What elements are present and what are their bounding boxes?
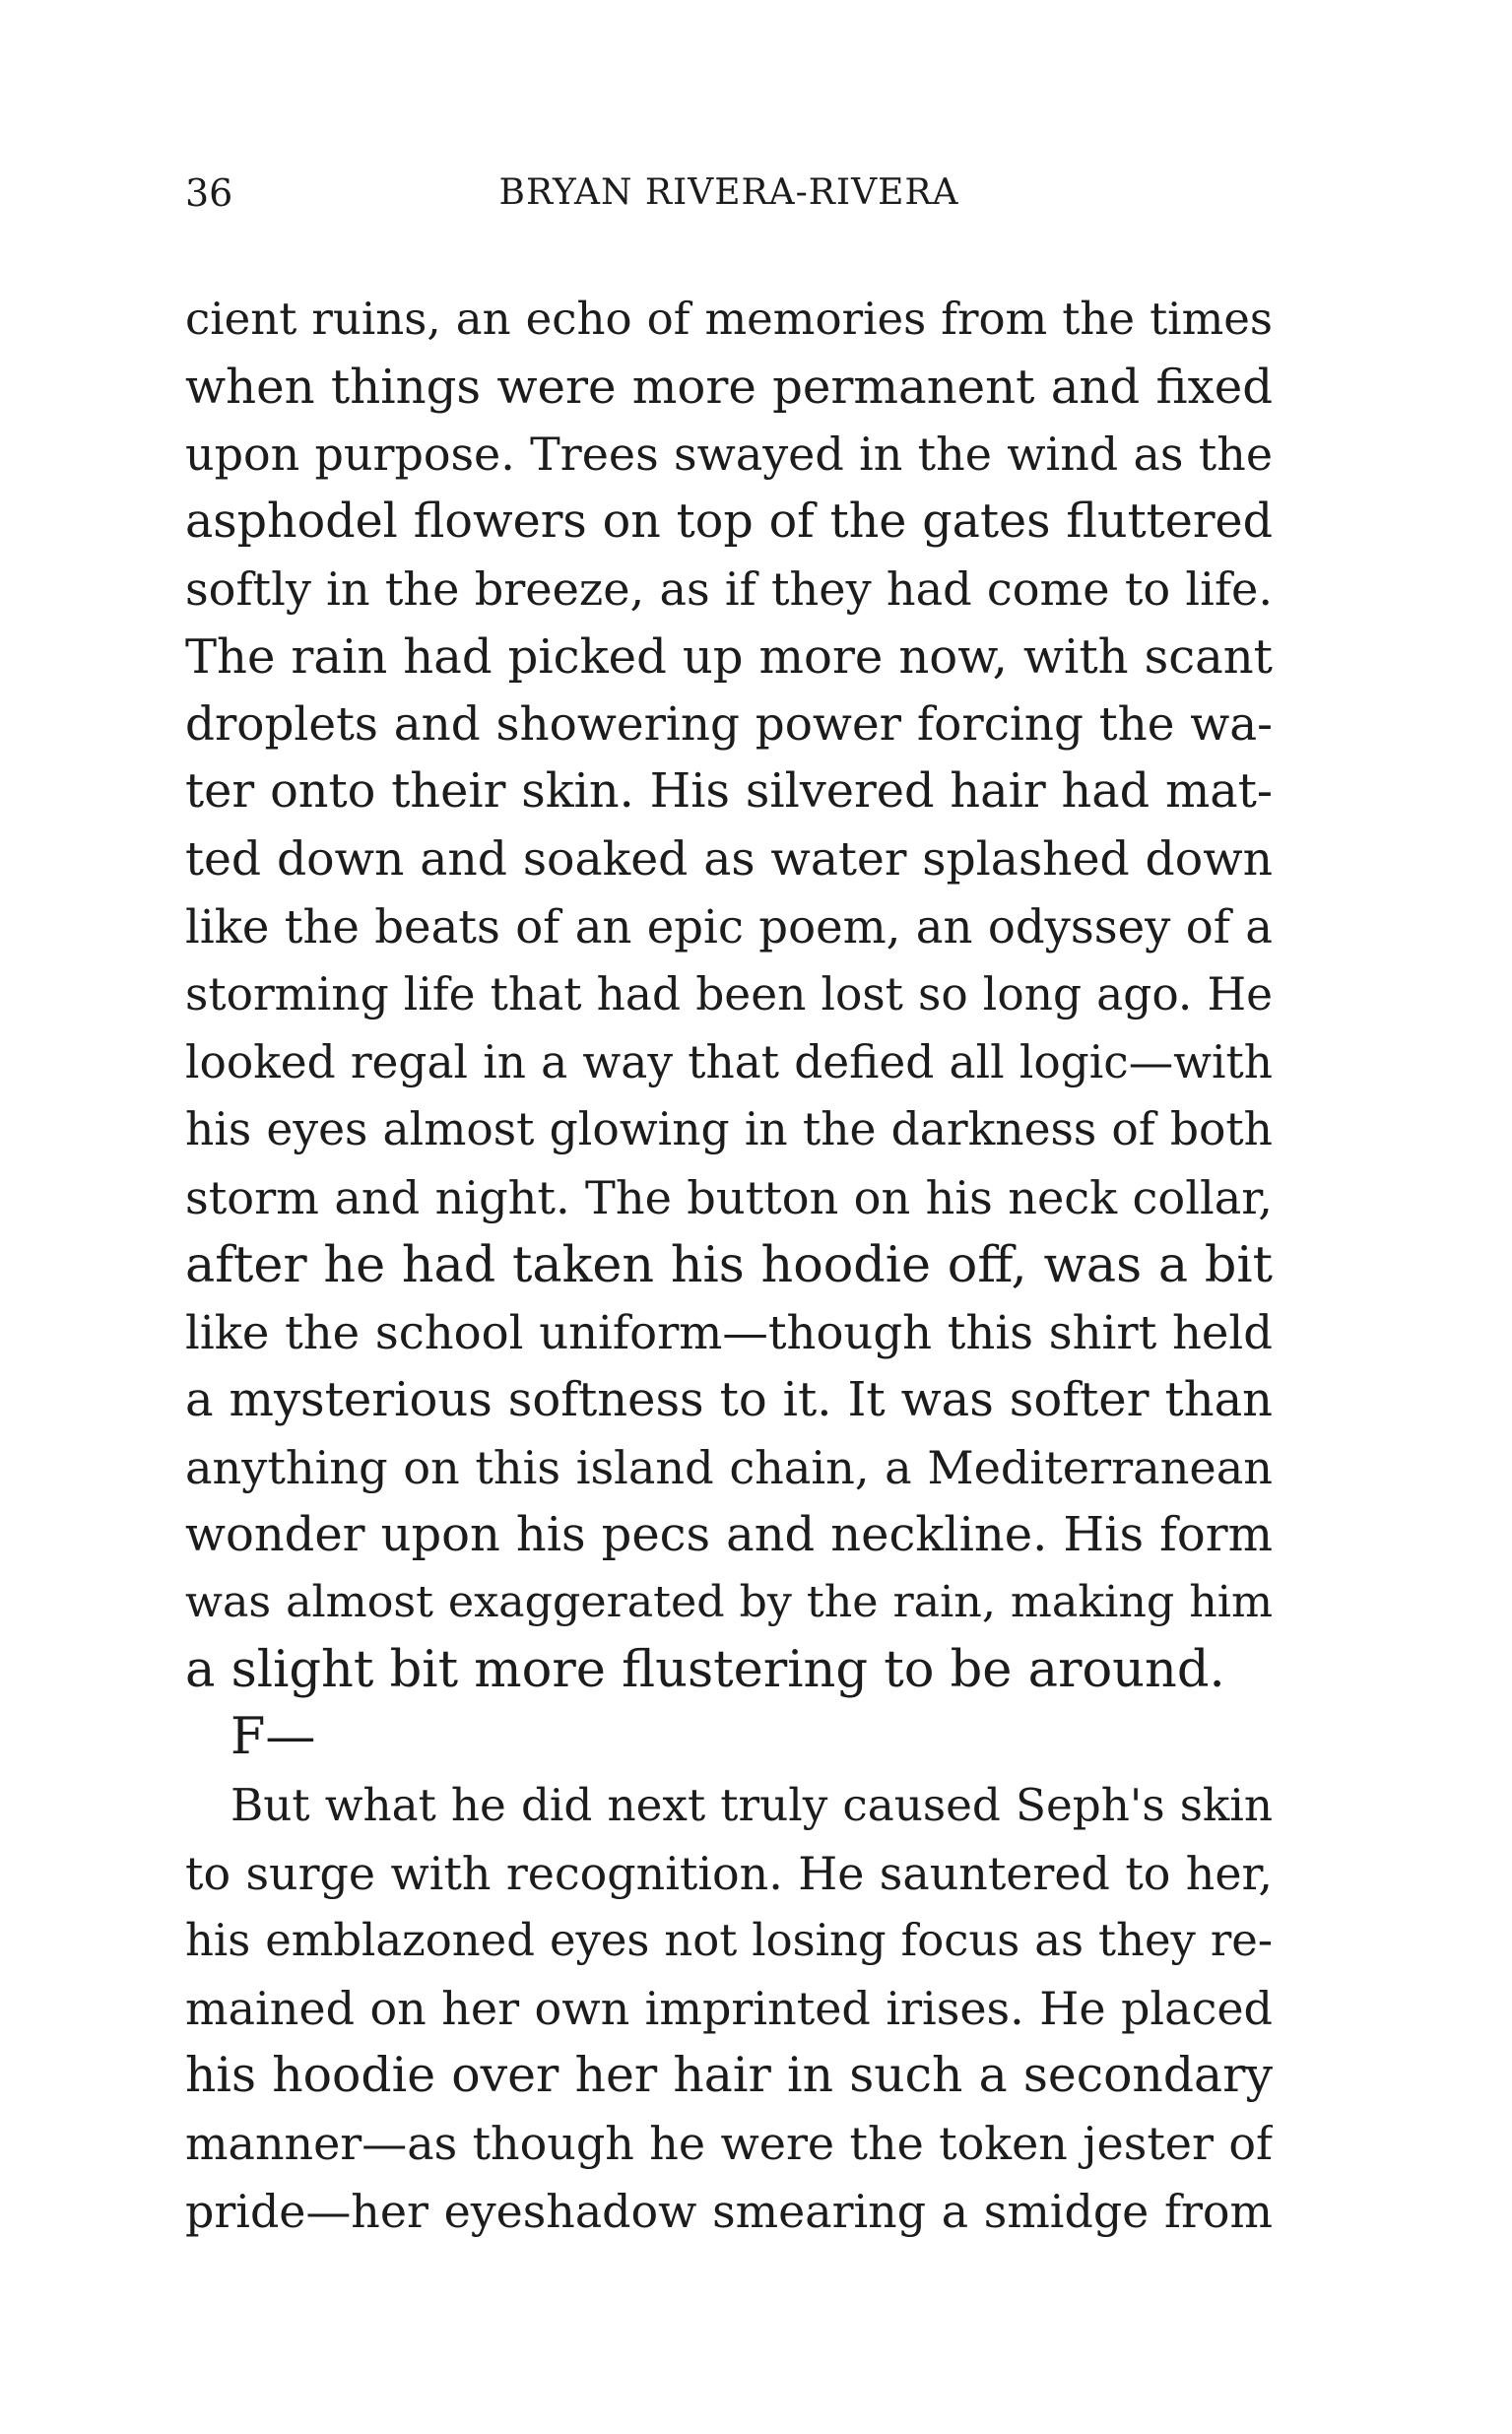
- text-line: like the school uniform—though this shirt held: [185, 1305, 1273, 1359]
- text-line: to surge with recognition. He sauntered to her,: [185, 1846, 1273, 1900]
- text-line: storm and night. The button on his neck collar,: [185, 1170, 1273, 1224]
- body-text: [185, 286, 1273, 2245]
- text-line: was almost exaggerated by the rain, making him: [185, 1577, 1273, 1628]
- text-line: after he had taken his hoodie off, was a bit: [185, 1235, 1273, 1294]
- text-line: a mysterious softness to it. It was softer than: [185, 1372, 1273, 1427]
- text-line: But what he did next truly caused Seph's skin: [230, 1779, 1273, 1832]
- page-number: 36: [185, 171, 233, 215]
- running-head-author: BRYAN RIVERA-RIVERA: [498, 172, 959, 213]
- text-line: The rain had picked up more now, with scant: [185, 628, 1273, 685]
- text-line: anything on this island chain, a Mediterranean: [185, 1441, 1273, 1495]
- text-line: a slight bit more flustering to be around.: [185, 1640, 1225, 1699]
- text-line: softly in the breeze, as if they had come to life.: [185, 562, 1273, 617]
- text-line: his eyes almost glowing in the darkness of both: [185, 1103, 1273, 1156]
- text-line: asphodel flowers on top of the gates fluttered: [185, 493, 1273, 549]
- text-line: upon purpose. Trees swayed in the wind as the: [185, 428, 1273, 482]
- text-line: cient ruins, an echo of memories from the times: [185, 293, 1273, 345]
- text-line: his emblazoned eyes not losing focus as they re-: [185, 1914, 1273, 1967]
- text-line: ter onto their skin. His silvered hair had mat-: [185, 764, 1273, 820]
- text-line: his hoodie over her hair in such a secondary: [185, 2047, 1273, 2104]
- section-break: F—: [230, 1708, 316, 1767]
- text-line: ted down and soaked as water splashed down: [185, 831, 1273, 887]
- text-line: droplets and showering power forcing the wa-: [185, 697, 1273, 752]
- text-line: storming life that had been lost so long ago. He: [185, 967, 1273, 1020]
- text-line: pride—her eyeshadow smearing a smidge from: [185, 2184, 1273, 2238]
- text-line: looked regal in a way that defied all logic—with: [185, 1035, 1273, 1088]
- text-line: wonder upon his pecs and neckline. His form: [185, 1507, 1273, 1562]
- text-line: like the beats of an epic poem, an odyssey of a: [185, 900, 1273, 954]
- running-head: [185, 167, 1273, 219]
- text-line: when things were more permanent and fixed: [185, 359, 1273, 415]
- text-line: manner—as though he were the token jester of: [185, 2117, 1273, 2171]
- text-line: mained on her own imprinted irises. He placed: [185, 1981, 1273, 2035]
